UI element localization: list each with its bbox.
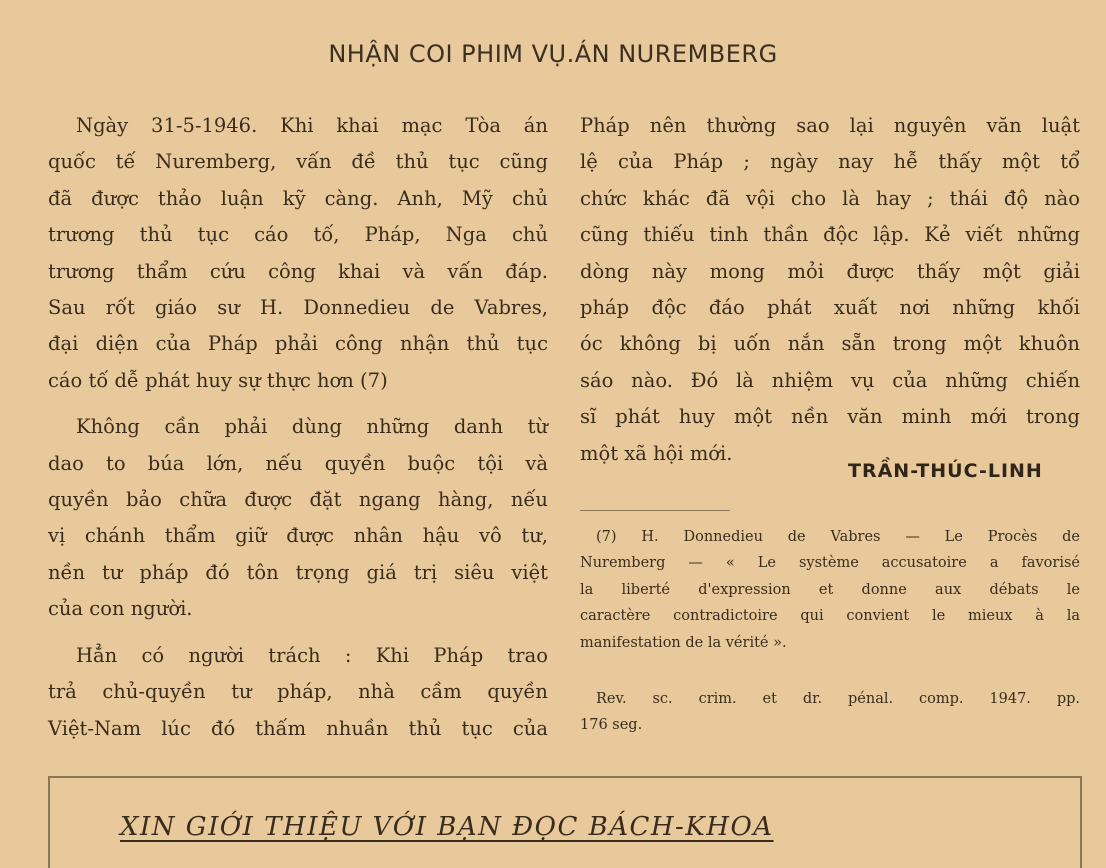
text-line: lệ của Pháp ; ngày nay hễ thấy một tổ xyxy=(580,150,1080,174)
text-line: quốc tế Nuremberg, vấn đề thủ tục cũng xyxy=(48,150,548,174)
text-line: Pháp nên thường sao lại nguyên văn luật xyxy=(580,114,1080,137)
text-line: Không cần phải dùng những danh từ xyxy=(76,415,548,439)
page-title: NHẬN COI PHIM VỤ.ÁN NUREMBERG xyxy=(328,40,778,68)
text-line: cũng thiếu tinh thần độc lập. Kẻ viết những xyxy=(580,223,1080,247)
text-line: trương thẩm cứu công khai và vấn đáp. xyxy=(48,259,548,283)
text-line: Sau rốt giáo sư H. Donnedieu de Vabres, xyxy=(48,296,548,320)
footnote-line: (7) H. Donnedieu de Vabres — Le Procès de xyxy=(596,529,1080,545)
paragraph-4 xyxy=(580,108,1080,472)
footnote-7 xyxy=(580,524,1080,656)
text-line: dao to búa lớn, nếu quyền buộc tội và xyxy=(48,451,548,475)
text-line: sáo nào. Đó là nhiệm vụ của những chiến xyxy=(580,368,1080,392)
text-line: quyền bảo chữa được đặt ngang hàng, nếu xyxy=(48,488,548,512)
footnote-line: caractère contradictoire qui convient le mieux à la xyxy=(580,608,1080,625)
promo-title: XIN GIỚI THIỆU VỚI BẠN ĐỌC BÁCH-KHOA xyxy=(120,812,774,842)
text-line: cáo tố dễ phát huy sự thực hơn (7) xyxy=(48,368,388,392)
paragraph-2 xyxy=(48,409,548,627)
left-column xyxy=(48,108,548,747)
text-line: chức khác đã vội cho là hay ; thái độ nào xyxy=(580,186,1080,210)
text-line: óc không bị uốn nắn sẵn trong một khuôn xyxy=(580,332,1080,356)
text-line: trương thủ tục cáo tố, Pháp, Nga chủ xyxy=(48,223,548,247)
text-line: Việt-Nam lúc đó thấm nhuần thủ tục của xyxy=(48,716,548,740)
text-line: pháp độc đáo phát xuất nơi những khối xyxy=(580,296,1080,320)
text-line: của con người. xyxy=(48,597,193,621)
footnote-line: Rev. sc. crim. et dr. pénal. comp. 1947. pp. xyxy=(596,691,1080,707)
text-line: một xã hội mới. xyxy=(580,441,733,465)
right-column xyxy=(580,108,1080,472)
footnote-line: manifestation de la vérité ». xyxy=(580,634,787,651)
text-line: Hẳn có người trách : Khi Pháp trao xyxy=(76,643,548,667)
text-line: nền tư pháp đó tôn trọng giá trị siêu việt xyxy=(48,560,548,584)
text-line: dòng này mong mỏi được thấy một giải xyxy=(580,259,1080,283)
text-line: trả chủ-quyền tư pháp, nhà cầm quyền xyxy=(48,680,548,704)
paragraph-1 xyxy=(48,108,548,399)
footnote-divider xyxy=(580,510,730,511)
footnote-line: la liberté d'expression et donne aux débats le xyxy=(580,581,1080,598)
paragraph-3 xyxy=(48,638,548,747)
text-line: đã được thảo luận kỹ càng. Anh, Mỹ chủ xyxy=(48,186,548,210)
author-signature: TRẦN-THÚC-LINH xyxy=(848,460,1043,482)
text-line: vị chánh thẩm giữ được nhân hậu vô tư, xyxy=(48,524,548,548)
text-line: đại diện của Pháp phải công nhận thủ tục xyxy=(48,332,548,356)
footnote-reference xyxy=(580,686,1080,739)
text-line: Ngày 31-5-1946. Khi khai mạc Tòa án xyxy=(76,114,548,137)
footnote-line: Nuremberg — « Le système accusatoire a favorisé xyxy=(580,555,1080,572)
text-line: sĩ phát huy một nền văn minh mới trong xyxy=(580,405,1080,429)
footnote-line: 176 seg. xyxy=(580,717,643,734)
